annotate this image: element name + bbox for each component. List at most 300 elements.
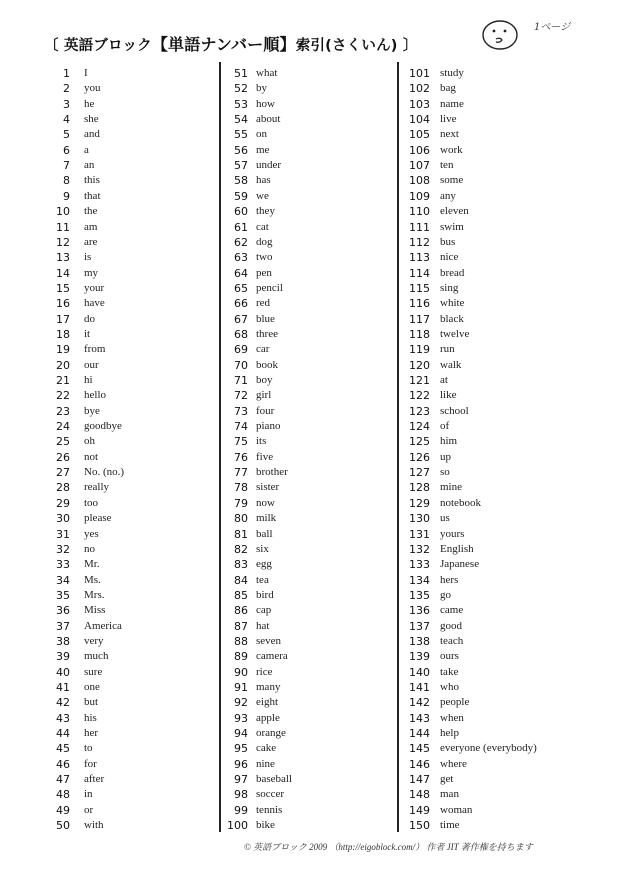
word-number: 8: [63, 174, 70, 188]
word-number: 43: [56, 711, 70, 725]
word-number: 130: [409, 512, 430, 526]
word-number: 143: [409, 711, 430, 725]
word-text: no: [84, 542, 95, 555]
word-text: him: [440, 435, 458, 448]
word-number: 68: [234, 327, 248, 341]
word-text: white: [440, 297, 465, 310]
word-text: ball: [256, 527, 273, 540]
word-number: 34: [56, 573, 70, 587]
word-number: 132: [409, 542, 430, 556]
word-number: 39: [56, 650, 70, 664]
word-text: how: [256, 97, 275, 110]
word-number: 26: [56, 450, 70, 464]
word-number: 77: [234, 466, 248, 480]
word-text: of: [440, 420, 450, 433]
word-number: 29: [56, 496, 70, 510]
word-text: swim: [440, 220, 464, 233]
word-text: one: [84, 681, 100, 693]
word-text: school: [440, 404, 469, 417]
word-text: three: [256, 327, 278, 340]
word-text: do: [84, 312, 95, 325]
word-text: after: [84, 773, 105, 786]
word-text: bird: [256, 588, 274, 601]
title-suffix: 索引(さくいん) 〕: [295, 38, 418, 54]
word-text: work: [440, 143, 463, 156]
word-text: about: [256, 113, 281, 126]
word-text: study: [440, 67, 464, 79]
word-number: 69: [234, 343, 248, 357]
word-text: go: [440, 588, 451, 601]
word-text: notebook: [440, 496, 481, 509]
word-number: 49: [56, 803, 70, 817]
word-text: four: [256, 404, 275, 417]
word-text: sure: [84, 665, 103, 678]
word-text: are: [84, 235, 98, 248]
title-main: 【単語ナンバー順】: [151, 35, 296, 54]
word-text: girl: [256, 389, 272, 402]
word-number: 73: [234, 404, 248, 418]
word-text: she: [84, 113, 99, 126]
word-text: woman: [440, 803, 473, 816]
word-text: tennis: [256, 803, 283, 816]
copyright-footer: © 英語ブロック 2009 （http://eigoblock.com/） 作者 JIT 著作権を持ちます: [244, 842, 533, 852]
word-number: 103: [409, 97, 430, 111]
word-text: in: [84, 788, 93, 801]
word-number: 33: [56, 558, 70, 572]
word-text: an: [84, 159, 95, 172]
word-number: 88: [234, 634, 248, 648]
word-text: people: [440, 696, 470, 709]
word-number: 17: [56, 312, 70, 326]
word-text: tea: [256, 573, 269, 586]
word-text: really: [84, 481, 110, 494]
page-number: 1ページ: [534, 22, 571, 33]
word-number: 107: [409, 159, 430, 173]
word-text: cat: [256, 220, 269, 233]
word-number: 146: [409, 757, 430, 771]
word-text: milk: [256, 512, 277, 525]
column-divider: [219, 62, 221, 832]
word-number: 112: [409, 235, 430, 249]
word-text: nine: [256, 757, 275, 770]
word-text: ten: [440, 159, 454, 172]
word-text: bike: [256, 819, 275, 832]
word-text: not: [84, 450, 99, 463]
word-number: 61: [234, 220, 248, 234]
word-text: our: [84, 358, 99, 371]
word-text: much: [84, 650, 109, 663]
word-text: everyone (everybody): [440, 742, 537, 755]
word-number: 35: [56, 588, 70, 602]
word-number: 94: [234, 727, 248, 741]
word-number: 105: [409, 128, 430, 142]
word-text: English: [440, 542, 474, 555]
word-text: good: [440, 619, 462, 632]
word-text: oh: [84, 435, 95, 448]
word-number: 23: [56, 404, 70, 418]
word-number: 95: [234, 742, 248, 756]
word-text: Japanese: [440, 558, 480, 571]
word-text: under: [256, 159, 282, 172]
word-text: black: [440, 312, 464, 325]
word-text: help: [440, 727, 459, 740]
word-number: 97: [234, 773, 248, 787]
word-number: 150: [409, 819, 430, 833]
word-text: your: [84, 281, 105, 294]
word-text: by: [256, 82, 267, 95]
word-number: 6: [63, 143, 70, 157]
word-number: 83: [234, 558, 248, 572]
word-number: 11: [56, 220, 70, 234]
word-text: piano: [256, 420, 281, 433]
word-number: 96: [234, 757, 248, 771]
word-text: its: [256, 435, 267, 448]
word-number: 115: [409, 281, 430, 295]
word-text: we: [256, 189, 269, 202]
word-text: he: [84, 97, 95, 110]
word-text: her: [84, 727, 99, 740]
word-text: with: [84, 819, 104, 832]
word-text: run: [440, 343, 455, 356]
word-number: 134: [409, 573, 430, 587]
word-number: 32: [56, 542, 70, 556]
word-number: 62: [234, 235, 248, 249]
word-number: 104: [409, 113, 430, 127]
word-number: 47: [56, 773, 70, 787]
word-number: 13: [56, 251, 70, 265]
word-text: my: [84, 266, 99, 279]
word-number: 81: [234, 527, 248, 541]
word-number: 24: [56, 420, 70, 434]
word-text: yes: [84, 527, 99, 540]
word-number: 67: [234, 312, 248, 326]
word-text: very: [84, 634, 104, 647]
word-text: me: [256, 143, 270, 156]
word-number: 86: [234, 604, 248, 618]
word-number: 10: [56, 205, 70, 219]
word-number: 78: [234, 481, 248, 495]
word-number: 54: [234, 113, 248, 127]
word-number: 66: [234, 297, 248, 311]
word-number: 87: [234, 619, 248, 633]
word-text: five: [256, 450, 274, 463]
word-text: what: [256, 67, 278, 79]
word-text: twelve: [440, 327, 470, 340]
word-text: a: [84, 143, 89, 156]
word-number: 149: [409, 803, 430, 817]
word-number: 9: [63, 189, 70, 203]
word-text: six: [256, 542, 269, 555]
word-text: to: [84, 742, 93, 755]
word-text: eight: [256, 696, 278, 709]
word-number: 114: [409, 266, 430, 280]
word-text: rice: [256, 665, 273, 678]
word-number: 79: [234, 496, 248, 510]
word-number: 36: [56, 604, 70, 618]
word-text: on: [256, 128, 267, 141]
word-text: Mrs.: [84, 588, 105, 601]
word-number: 46: [56, 757, 70, 771]
word-number: 65: [234, 281, 248, 295]
word-number: 58: [234, 174, 248, 188]
word-number: 102: [409, 82, 430, 96]
word-text: live: [440, 113, 457, 126]
word-number: 56: [234, 143, 248, 157]
word-text: soccer: [256, 788, 285, 801]
word-text: mine: [440, 481, 462, 494]
word-number: 20: [56, 358, 70, 372]
word-number: 140: [409, 665, 430, 679]
word-text: car: [256, 343, 270, 356]
word-text: Miss: [84, 604, 106, 617]
word-text: camera: [256, 650, 288, 663]
word-text: pencil: [256, 281, 283, 294]
word-number: 129: [409, 496, 430, 510]
word-text: seven: [256, 634, 282, 647]
word-text: America: [84, 619, 122, 632]
word-number: 40: [56, 665, 70, 679]
word-number: 41: [56, 681, 70, 694]
word-number: 120: [409, 358, 430, 372]
word-text: came: [440, 604, 464, 617]
word-number: 4: [63, 113, 70, 127]
word-number: 71: [234, 374, 248, 387]
word-number: 85: [234, 588, 248, 602]
word-number: 82: [234, 542, 248, 556]
word-text: blue: [256, 312, 275, 325]
word-number: 22: [56, 389, 70, 403]
word-number: 106: [409, 143, 430, 157]
word-text: bye: [84, 404, 100, 417]
word-number: 12: [56, 235, 70, 249]
word-text: many: [256, 681, 281, 693]
word-number: 122: [409, 389, 430, 403]
word-number: 21: [56, 374, 70, 387]
word-number: 92: [234, 696, 248, 710]
word-number: 113: [409, 251, 430, 265]
word-number: 19: [56, 343, 70, 357]
word-text: some: [440, 174, 464, 187]
word-text: yours: [440, 527, 465, 540]
word-number: 28: [56, 481, 70, 495]
word-text: bus: [440, 235, 456, 248]
word-number: 144: [409, 727, 430, 741]
word-number: 55: [234, 128, 248, 142]
word-number: 138: [409, 634, 430, 648]
word-number: 119: [409, 343, 430, 357]
word-text: like: [440, 389, 457, 402]
word-text: name: [440, 97, 464, 110]
word-text: eleven: [440, 205, 469, 218]
title-prefix: 〔 英語ブロック: [44, 38, 152, 54]
word-text: am: [84, 220, 98, 233]
word-number: 100: [227, 819, 248, 833]
word-text: No. (no.): [84, 466, 125, 479]
word-text: next: [440, 128, 459, 141]
word-number: 127: [409, 466, 430, 480]
word-text: bread: [440, 266, 465, 279]
word-number: 27: [56, 466, 70, 480]
word-text: any: [440, 189, 456, 202]
word-number: 76: [234, 450, 248, 464]
word-number: 124: [409, 420, 430, 434]
word-text: goodbye: [84, 420, 122, 433]
word-number: 48: [56, 788, 70, 802]
word-number: 133: [409, 558, 430, 572]
word-number: 25: [56, 435, 70, 449]
word-number: 110: [409, 205, 430, 219]
word-number: 137: [409, 619, 430, 633]
column-divider: [397, 62, 399, 832]
word-text: nice: [440, 251, 459, 264]
word-text: so: [440, 466, 450, 479]
word-text: bag: [440, 82, 456, 95]
word-text: egg: [256, 558, 272, 571]
word-number: 64: [234, 266, 248, 280]
word-number: 70: [234, 358, 248, 372]
word-number: 1: [63, 67, 70, 80]
word-number: 141: [409, 681, 430, 694]
word-number: 108: [409, 174, 430, 188]
word-text: from: [84, 343, 106, 356]
word-number: 91: [234, 681, 248, 694]
word-number: 136: [409, 604, 430, 618]
word-number: 125: [409, 435, 430, 449]
word-text: dog: [256, 235, 273, 248]
word-text: ours: [440, 650, 459, 663]
word-number: 118: [409, 327, 430, 341]
word-number: 45: [56, 742, 70, 756]
word-text: apple: [256, 711, 280, 724]
word-text: brother: [256, 466, 288, 479]
word-text: now: [256, 496, 275, 509]
word-number: 90: [234, 665, 248, 679]
word-text: that: [84, 189, 101, 202]
word-number: 74: [234, 420, 248, 434]
word-number: 37: [56, 619, 70, 633]
word-number: 16: [56, 297, 70, 311]
word-number: 148: [409, 788, 430, 802]
word-text: get: [440, 773, 454, 786]
word-text: they: [256, 205, 275, 218]
word-text: Ms.: [84, 573, 101, 586]
word-number: 50: [56, 819, 70, 833]
word-text: teach: [440, 634, 464, 647]
word-number: 15: [56, 281, 70, 295]
word-number: 7: [63, 159, 70, 173]
word-number: 121: [409, 374, 430, 387]
word-text: at: [440, 374, 448, 386]
word-text: baseball: [256, 773, 293, 786]
page-title: [44, 32, 418, 58]
word-text: take: [440, 665, 459, 678]
word-text: cake: [256, 742, 277, 755]
word-number: 2: [63, 82, 70, 96]
word-number: 98: [234, 788, 248, 802]
word-number: 30: [56, 512, 70, 526]
word-text: has: [256, 174, 271, 187]
word-text: please: [84, 512, 112, 525]
word-text: time: [440, 819, 460, 832]
word-number: 116: [409, 297, 430, 311]
word-text: man: [440, 788, 459, 801]
word-text: Mr.: [84, 558, 100, 571]
word-number: 111: [409, 220, 430, 234]
word-text: orange: [256, 727, 286, 740]
word-number: 99: [234, 803, 248, 817]
word-text: you: [84, 82, 101, 95]
word-text: red: [256, 297, 271, 310]
face-logo-icon: [480, 18, 520, 52]
word-text: this: [84, 174, 100, 187]
word-text: two: [256, 251, 273, 264]
word-text: up: [440, 450, 451, 463]
word-number: 59: [234, 189, 248, 203]
word-text: hers: [440, 573, 459, 586]
word-text: pen: [256, 266, 272, 279]
word-number: 117: [409, 312, 430, 326]
word-number: 126: [409, 450, 430, 464]
word-number: 101: [409, 67, 430, 80]
word-text: cap: [256, 604, 272, 617]
word-number: 147: [409, 773, 430, 787]
word-text: hello: [84, 389, 106, 402]
word-number: 3: [63, 97, 70, 111]
word-number: 89: [234, 650, 248, 664]
word-number: 52: [234, 82, 248, 96]
word-number: 42: [56, 696, 70, 710]
word-number: 51: [234, 67, 248, 80]
word-number: 53: [234, 97, 248, 111]
word-text: his: [84, 711, 97, 724]
word-text: book: [256, 358, 278, 371]
word-number: 123: [409, 404, 430, 418]
word-number: 145: [409, 742, 430, 756]
word-text: us: [440, 512, 450, 525]
word-number: 38: [56, 634, 70, 648]
word-number: 80: [234, 512, 248, 526]
word-text: hi: [84, 374, 93, 386]
word-text: boy: [256, 374, 273, 386]
word-text: sister: [256, 481, 280, 494]
word-number: 18: [56, 327, 70, 341]
word-text: is: [84, 251, 92, 264]
word-text: for: [84, 757, 97, 770]
word-number: 44: [56, 727, 70, 741]
word-text: have: [84, 297, 105, 310]
word-number: 128: [409, 481, 430, 495]
word-number: 63: [234, 251, 248, 265]
word-text: hat: [256, 619, 270, 632]
word-number: 57: [234, 159, 248, 173]
word-number: 139: [409, 650, 430, 664]
word-text: and: [84, 128, 100, 141]
word-number: 135: [409, 588, 430, 602]
word-number: 109: [409, 189, 430, 203]
word-text: or: [84, 803, 94, 816]
word-number: 142: [409, 696, 430, 710]
word-text: I: [84, 67, 88, 79]
word-text: where: [440, 757, 467, 770]
word-text: who: [440, 681, 459, 693]
word-number: 14: [56, 266, 70, 280]
word-number: 84: [234, 573, 248, 587]
word-text: when: [440, 711, 464, 724]
word-number: 75: [234, 435, 248, 449]
word-text: it: [84, 327, 91, 340]
word-number: 60: [234, 205, 248, 219]
word-number: 31: [56, 527, 70, 541]
